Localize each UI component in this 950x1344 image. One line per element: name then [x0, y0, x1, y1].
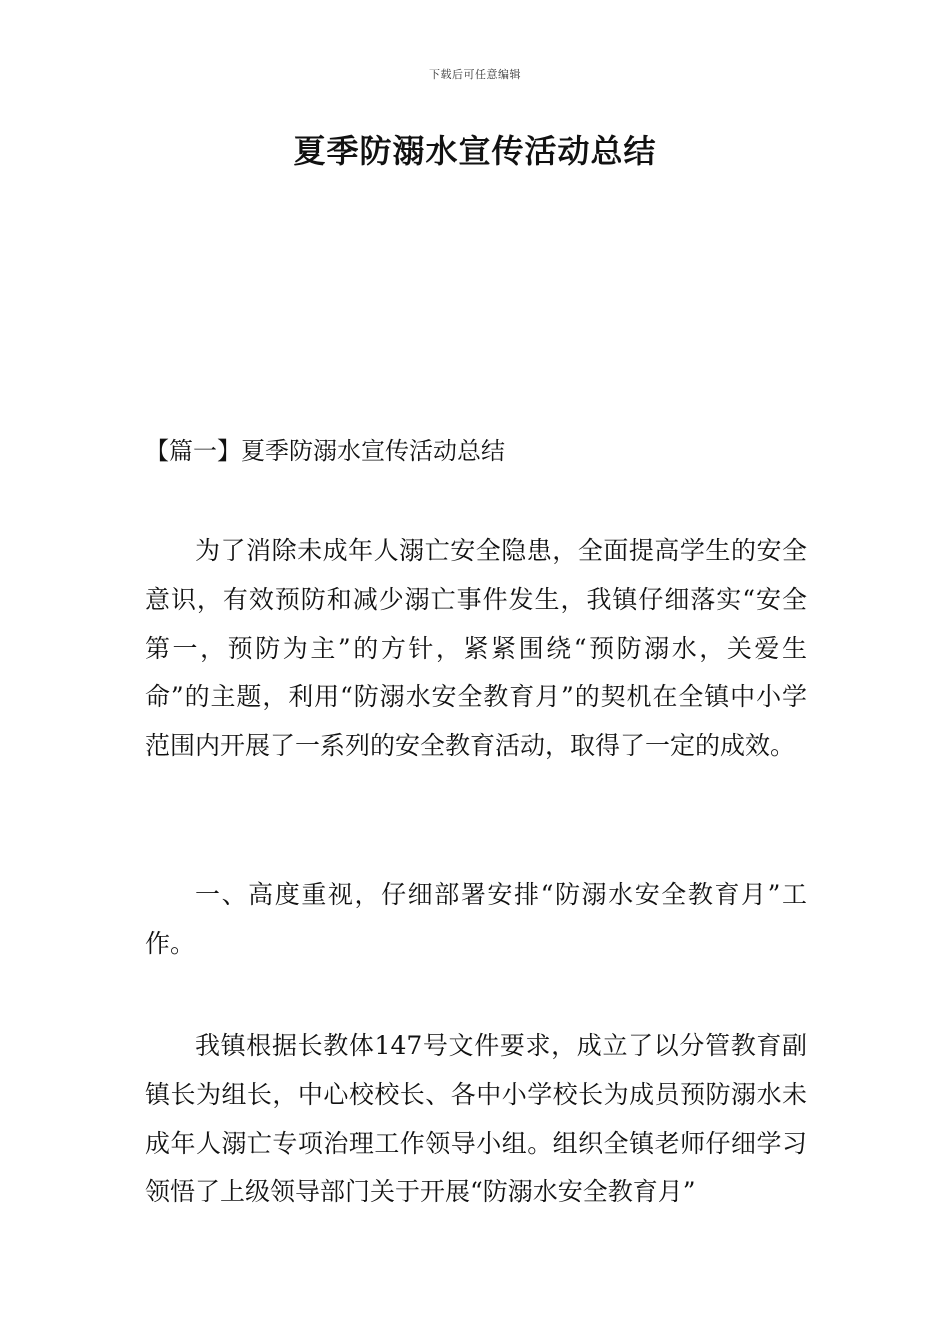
paragraph-point-one: 一、高度重视，仔细部署安排“防溺水安全教育月”工作。	[145, 880, 807, 958]
header-note: 下载后可任意编辑	[429, 68, 521, 81]
paragraph-intro: 为了消除未成年人溺亡安全隐患，全面提高学生的安全意识，有效预防和减少溺亡事件发生，我镇仔细落实“安全第一，预防为主”的方针，紧紧围绕“预防溺水，关爱生命”的主题，利用“防溺水安全教育月”的契机在全镇中小学范围内开展了一系列的安全教育活动，取得了一定的成效。	[145, 536, 807, 761]
paragraph-leadership: 我镇根据长教体147号文件要求，成立了以分管教育副镇长为组长，中心校校长、各中小学校长为成员预防溺水未成年人溺亡专项治理工作领导小组。组织全镇老师仔细学习领悟了上级领导部门关于开展“防溺水安全教育月”	[145, 1031, 807, 1207]
document-title: 夏季防溺水宣传活动总结	[293, 132, 657, 170]
section-heading: 【篇一】夏季防溺水宣传活动总结	[145, 437, 505, 465]
